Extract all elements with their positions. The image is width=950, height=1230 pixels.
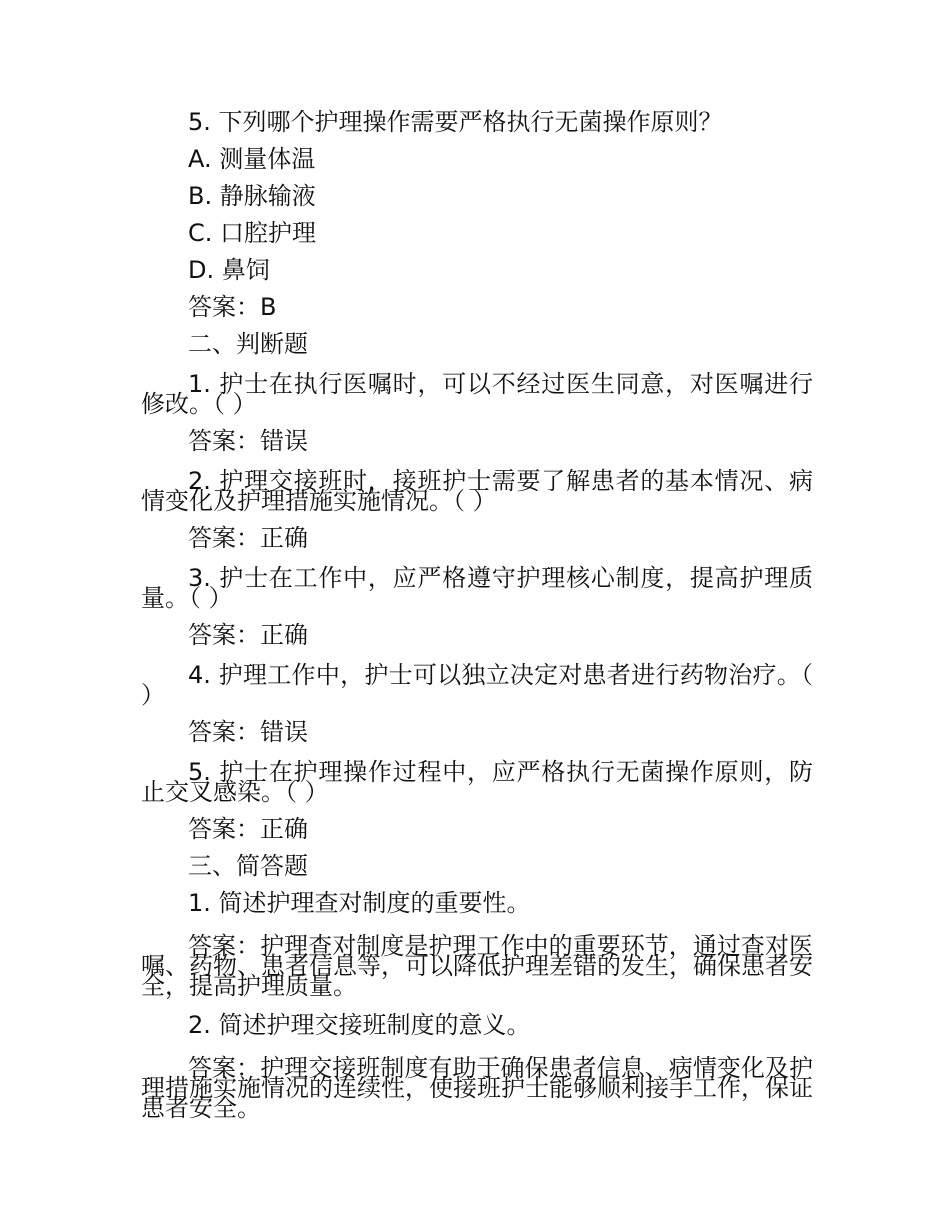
- option-b: B. 静脉输液: [188, 182, 316, 210]
- tf-question-2: 2. 护理交接班时，接班护士需要了解患者的基本情况、病情变化及护理措施实施情况。（ ）: [141, 467, 813, 515]
- tf-answer-5: 答案：正确: [188, 815, 308, 843]
- option-c: C. 口腔护理: [188, 219, 317, 247]
- sa-question-2: 2. 简述护理交接班制度的意义。: [188, 1011, 531, 1039]
- section-short-answer-heading: 三、简答题: [188, 852, 308, 880]
- tf-question-3: 3. 护士在工作中，应严格遵守护理核心制度，提高护理质量。（ ）: [141, 564, 813, 612]
- tf-answer-4: 答案：错误: [188, 718, 308, 746]
- tf-answer-3: 答案：正确: [188, 621, 308, 649]
- sa-answer-2: 答案：护理交接班制度有助于确保患者信息、病情变化及护理措施实施情况的连续性，使接班护士能够顺利接手工作，保证患者安全。: [141, 1054, 813, 1122]
- answer-mc-5: 答案：B: [188, 293, 277, 321]
- tf-answer-1: 答案：错误: [188, 427, 308, 455]
- option-d: D. 鼻饲: [188, 256, 270, 284]
- tf-answer-2: 答案：正确: [188, 524, 308, 552]
- sa-answer-1: 答案：护理查对制度是护理工作中的重要环节，通过查对医嘱、药物、患者信息等，可以降低护理差错的发生，确保患者安全，提高护理质量。: [141, 932, 813, 1000]
- tf-question-4: 4. 护理工作中，护士可以独立决定对患者进行药物治疗。（ ）: [141, 661, 813, 709]
- tf-question-1: 1. 护士在执行医嘱时，可以不经过医生同意，对医嘱进行修改。（ ）: [141, 370, 813, 418]
- sa-question-1: 1. 简述护理查对制度的重要性。: [188, 889, 531, 917]
- option-a: A. 测量体温: [188, 145, 316, 173]
- section-true-false-heading: 二、判断题: [188, 330, 308, 358]
- document-content: [141, 104, 813, 1129]
- tf-question-5: 5. 护士在护理操作过程中，应严格执行无菌操作原则，防止交叉感染。（ ）: [141, 758, 813, 806]
- question-5-mc: 5. 下列哪个护理操作需要严格执行无菌操作原则？: [188, 108, 723, 136]
